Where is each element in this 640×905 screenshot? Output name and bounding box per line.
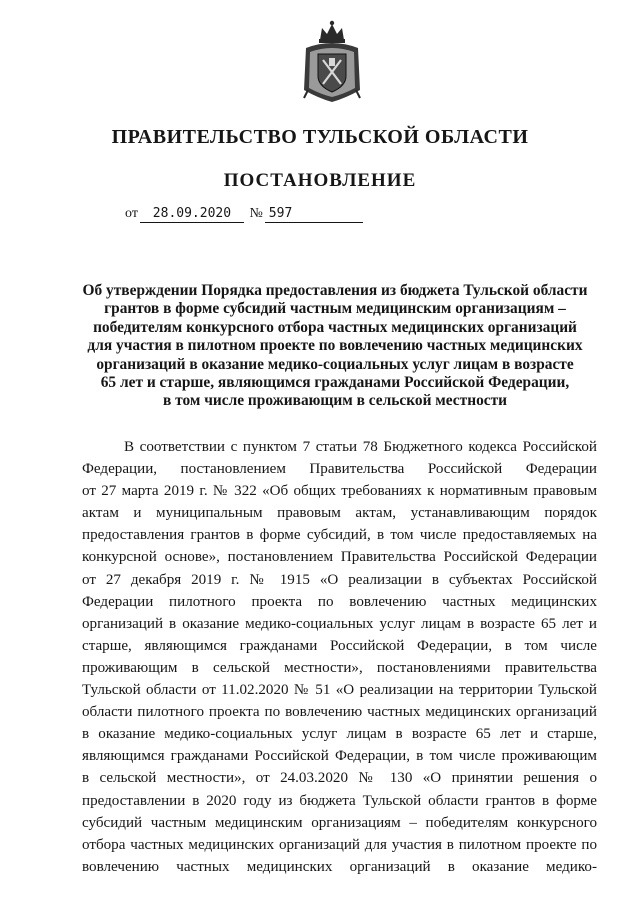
body-line: от 27 марта 2019 г. № 322 «Об общих требованиях к нормативным правовым: [82, 483, 597, 500]
body-line: организаций в оказание медико-социальных услуг лицам в возрасте 65 лет и: [82, 615, 597, 632]
title-line: Об утверждении Порядка предоставления из бюджета Тульской области: [82, 282, 588, 299]
title-line: 65 лет и старше, являющимся гражданами Российской Федерации,: [100, 374, 570, 392]
government-name-heading: ПРАВИТЕЛЬСТВО ТУЛЬСКОЙ ОБЛАСТИ: [111, 126, 529, 148]
document-date: 28.09.2020: [140, 206, 244, 223]
body-line: актам и муниципальным правовым актам, устанавливающим порядок: [82, 505, 597, 522]
body-line: В соответствии с пунктом 7 статьи 78 Бюджетного кодекса Российской: [124, 439, 597, 455]
title-line: для участия в пилотном проекте по вовлечению частных медицинских: [87, 337, 583, 355]
body-line: предоставления грантов в форме субсидий, в том числе предоставляемых на: [82, 527, 597, 544]
title-line: победителям конкурсного отбора частных медицинских организаций: [93, 318, 577, 336]
body-line: в сельской местности», от 24.03.2020 № 130 «О принятии решения о: [82, 770, 597, 787]
title-line: грантов в форме субсидий частным медицинским организациям –: [104, 300, 566, 318]
body-line: старше, являющимся гражданами Российской Федерации, в том числе: [82, 637, 597, 654]
number-prefix: №: [249, 206, 263, 221]
date-prefix: от: [125, 206, 138, 221]
body-line: области пилотного проекта по вовлечению частных медицинских организаций: [82, 704, 597, 721]
body-line: Федерации, постановлением Правительства Российской Федерации: [82, 461, 597, 478]
document-type-heading: ПОСТАНОВЛЕНИЕ: [223, 170, 417, 191]
body-line: Тульской области от 11.02.2020 № 51 «О реализации на территории Тульской: [82, 682, 597, 699]
document-body: [82, 436, 597, 878]
title-line: в том числе проживающим в сельской местности: [162, 392, 508, 410]
body-line: субсидий частным медицинским организациям – победителям конкурсного: [82, 814, 597, 831]
coat-of-arms-emblem: [298, 18, 366, 104]
document-date-number: [123, 206, 363, 223]
body-line: Федерации пилотного проекта по вовлечению частных медицинских: [82, 593, 597, 610]
body-line: отбора частных медицинских организаций для участия в пилотном проекте по: [82, 836, 597, 853]
document-number: 597: [265, 206, 363, 223]
title-line: организаций в оказание медико-социальных услуг лицам в возрасте: [96, 355, 574, 373]
body-line: конкурсной основе», постановлением Правительства Российской Федерации: [82, 549, 597, 566]
document-title: [70, 282, 600, 411]
body-line: являющимся гражданами Российской Федерации, в том числе проживающим: [82, 748, 597, 765]
body-line: в оказание медико-социальных услуг лицам в возрасте 65 лет и старше,: [82, 726, 597, 743]
body-line: проживающим в сельской местности», постановлениями правительства: [82, 659, 597, 676]
body-line: предоставлении в 2020 году из бюджета Тульской области грантов в форме: [82, 792, 597, 809]
body-line: от 27 декабря 2019 г. № 1915 «О реализации в субъектах Российской: [82, 571, 597, 588]
body-line: вовлечению частных медицинских организаций в оказание медико-: [82, 858, 597, 875]
